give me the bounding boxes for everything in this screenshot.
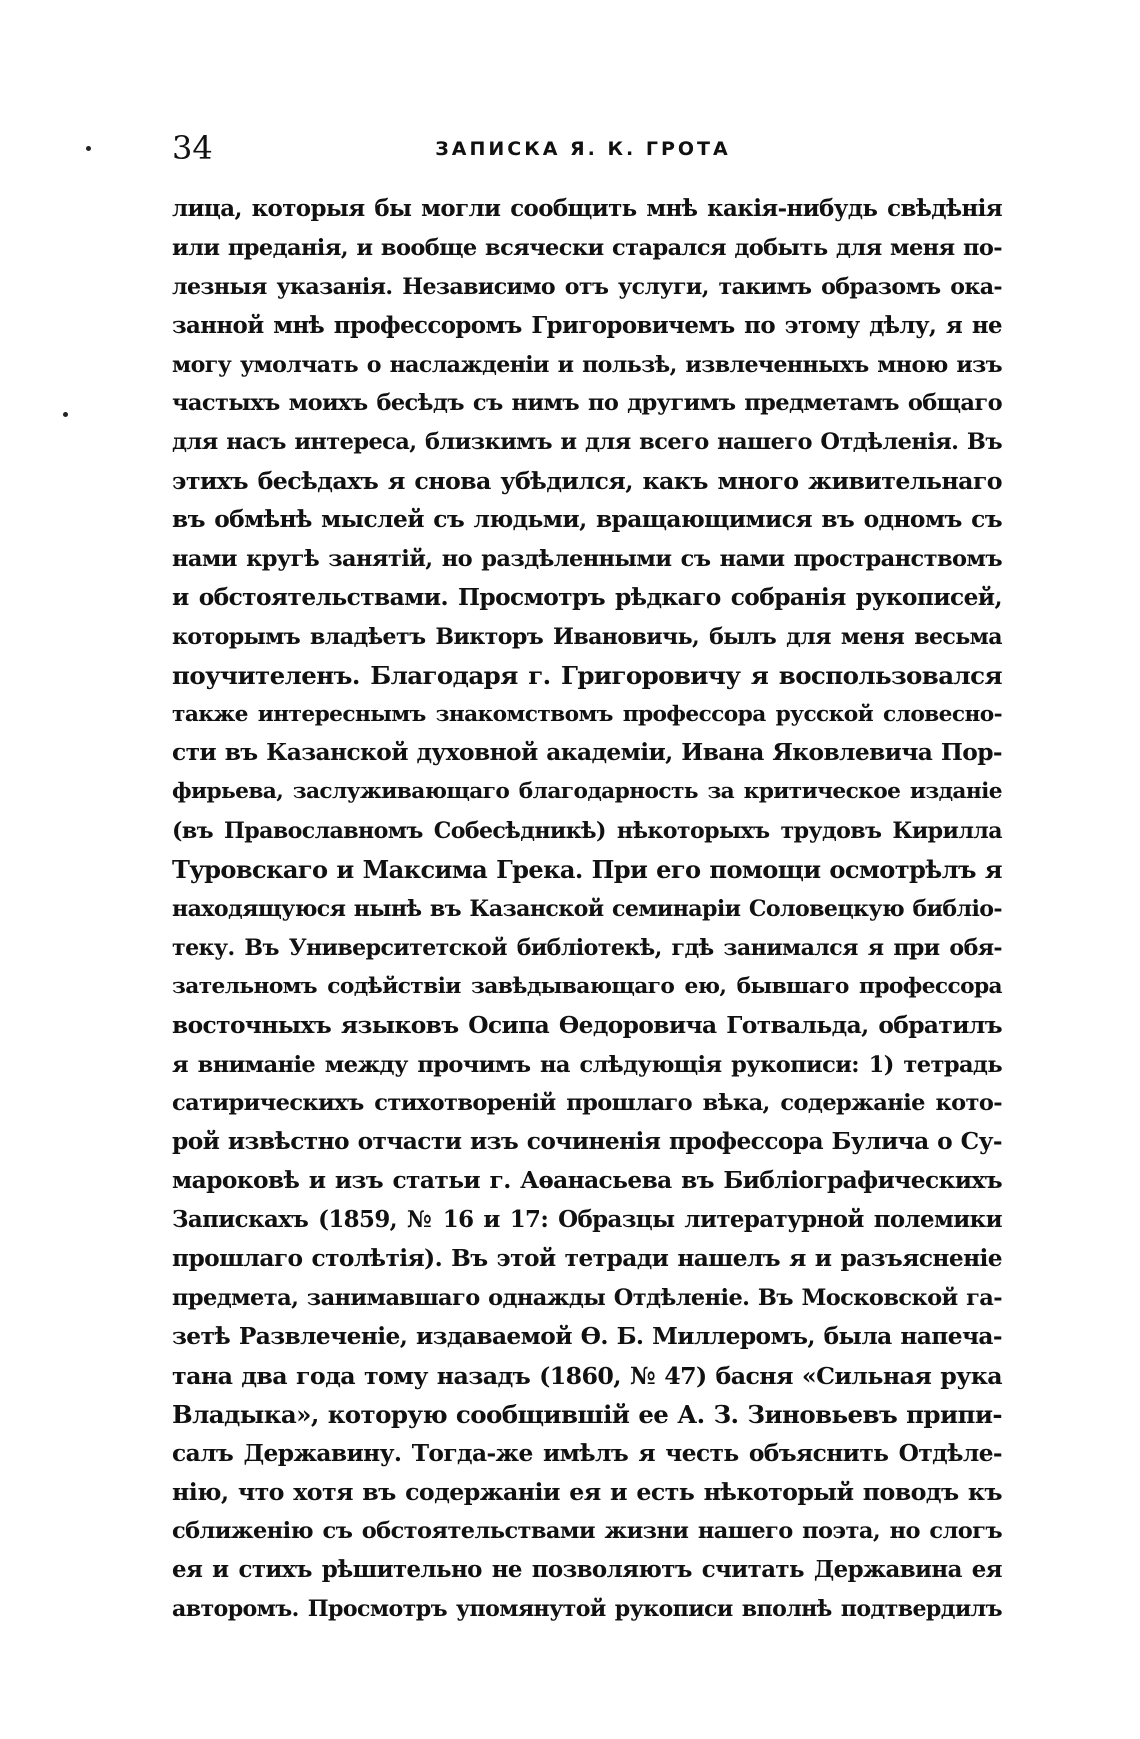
text-line: занной мнѣ профессоромъ Григоровичемъ по этому дѣлу, я не (172, 311, 1002, 339)
text-line: нами кругѣ занятій, но раздѣленными съ нами пространствомъ (172, 546, 1002, 573)
text-line: и обстоятельствами. Просмотръ рѣдкаго собранія рукописей, (172, 583, 1002, 611)
text-line: частыхъ моихъ бесѣдъ съ нимъ по другимъ предметамъ общаго (172, 390, 1002, 417)
text-line: Запискахъ (1859, № 16 и 17: Образцы литературной полемики (172, 1206, 1002, 1234)
text-line: которымъ владѣетъ Викторъ Ивановичь, былъ для меня весьма (172, 623, 1002, 650)
text-line: прошлаго столѣтія). Въ этой тетради нашелъ я и разъясненіе (172, 1245, 1002, 1273)
text-line: ея и стихъ рѣшительно не позволяютъ считать Державина ея (172, 1556, 1002, 1584)
text-line: я вниманіе между прочимъ на слѣдующія рукописи: 1) тетрадь (172, 1051, 1002, 1078)
text-line: также интереснымъ знакомствомъ профессора русской словесно- (172, 701, 1002, 727)
text-line: лезныя указанія. Независимо отъ услуги, такимъ образомъ ока- (172, 273, 1002, 300)
text-line: нію, что хотя въ содержаніи ея и есть нѣкоторый поводъ къ (172, 1478, 1002, 1507)
text-line: авторомъ. Просмотръ упомянутой рукописи вполнѣ подтвердилъ (172, 1596, 1002, 1623)
text-line: (въ Православномъ Собесѣдникѣ) нѣкоторыхъ трудовъ Кирилла (172, 818, 1002, 845)
text-line: зетѣ Развлеченіе, издаваемой Ѳ. Б. Миллеромъ, была напеча- (172, 1322, 1002, 1350)
text-line: лица, которыя бы могли сообщить мнѣ какія-нибудь свѣдѣнія (172, 195, 1002, 222)
text-line: поучителенъ. Благодаря г. Григоровичу я воспользовался (172, 660, 1002, 690)
running-title: ЗАПИСКА Я. К. ГРОТА (435, 138, 731, 160)
text-line: предмета, занимавшаго однажды Отдѣленіе. Въ Московской га- (172, 1284, 1002, 1311)
text-line: фирьева, заслуживающаго благодарность за критическое изданіе (172, 779, 1002, 805)
text-line: этихъ бесѣдахъ я снова убѣдился, какъ много живительнаго (172, 467, 1002, 496)
text-line: сатирическихъ стихотвореній прошлаго вѣка, содержаніе кото- (172, 1090, 1002, 1117)
text-line: Владыка», которую сообщившій ее А. З. Зиновьевъ припи- (172, 1399, 1002, 1429)
text-line: могу умолчать о наслажденіи и пользѣ, извлеченныхъ мною изъ (172, 351, 1002, 378)
margin-speck (86, 146, 91, 151)
text-line: Туровскаго и Максима Грека. При его помощи осмотрѣлъ я (172, 855, 1002, 885)
text-line: салъ Державину. Тогда-же имѣлъ я честь объяснить Отдѣле- (172, 1439, 1002, 1467)
text-line: рой извѣстно отчасти изъ сочиненія профессора Булича о Су- (172, 1128, 1002, 1156)
text-line: сближенію съ обстоятельствами жизни нашего поэта, но слогъ (172, 1518, 1002, 1545)
text-line: мароковѣ и изъ статьи г. Аѳанасьева въ Библіографическихъ (172, 1167, 1002, 1195)
text-line: теку. Въ Университетской библіотекѣ, гдѣ занимался я при обя- (172, 934, 1002, 961)
text-line: восточныхъ языковъ Осипа Ѳедоровича Готвальда, обратилъ (172, 1011, 1002, 1039)
text-line: для насъ интереса, близкимъ и для всего нашего Отдѣленія. Въ (172, 429, 1002, 456)
body-text (172, 190, 1002, 1629)
text-line: въ обмѣнѣ мыслей съ людьми, вращающимися въ одномъ съ (172, 506, 1002, 534)
running-head (168, 128, 998, 168)
text-line: зательномъ содѣйствіи завѣдывающаго ею, бывшаго профессора (172, 973, 1002, 999)
text-line: тана два года тому назадъ (1860, № 47) басня «Сильная рука (172, 1361, 1002, 1390)
page-number: 34 (172, 129, 213, 167)
text-line: находящуюся нынѣ въ Казанской семинаріи Соловецкую библіо- (172, 896, 1002, 923)
text-line: или преданія, и вообще всячески старался добыть для меня по- (172, 234, 1002, 261)
text-line: сти въ Казанской духовной академіи, Ивана Яковлевича Пор- (172, 739, 1002, 767)
margin-speck (63, 412, 68, 417)
